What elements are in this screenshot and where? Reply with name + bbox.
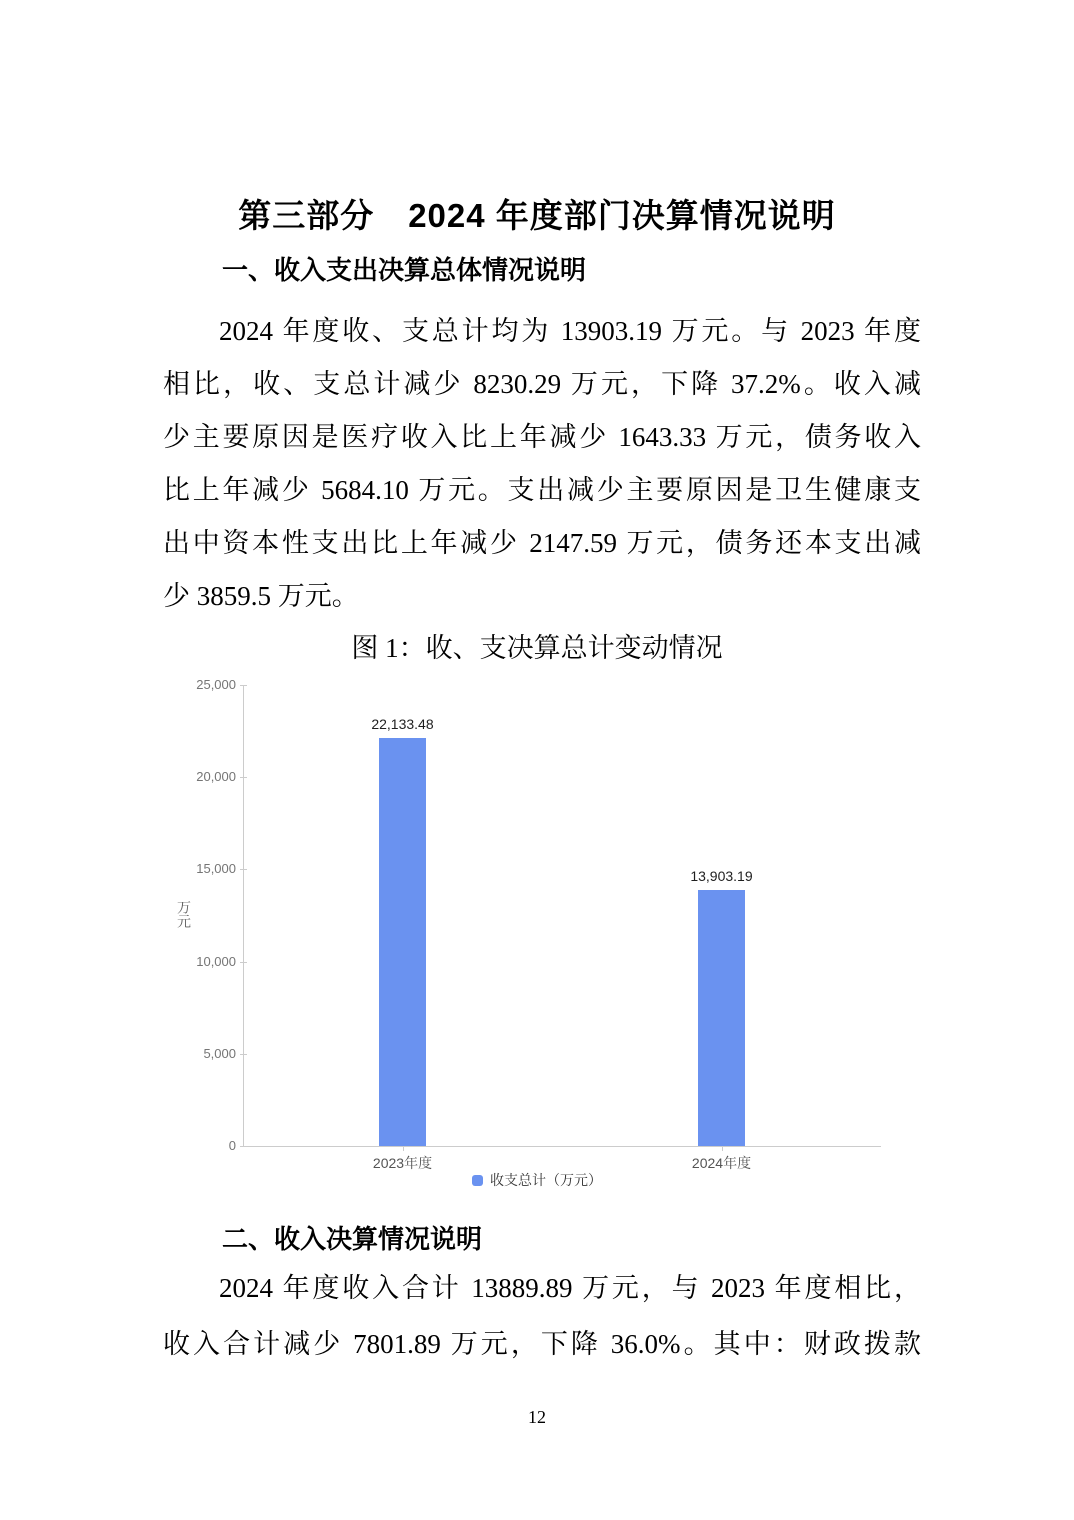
paragraph-line: 相比，收、支总计减少 8230.29 万元，下降 37.2%。收入减 [163,369,921,399]
x-tick-mark [403,1147,404,1151]
paragraph-line: 少 3859.5 万元。 [163,581,359,611]
y-tick-mark [240,685,247,686]
paragraph-line: 收入合计减少 7801.89 万元，下降 36.0%。其中：财政拨款 [163,1329,921,1359]
paragraph-line: 比上年减少 5684.10 万元。支出减少主要原因是卫生健康支 [163,475,921,505]
y-tick-label: 25,000 [196,677,236,692]
y-axis-line [243,685,244,1146]
bar-2024年度 [698,890,745,1146]
section2-heading: 二、收入决算情况说明 [222,1224,483,1254]
y-tick-label: 15,000 [196,861,236,877]
y-tick-mark [240,1146,247,1147]
y-tick-label: 5,000 [203,1045,236,1061]
paragraph-line: 2024 年度收、支总计均为 13903.19 万元。与 2023 年度 [219,316,921,346]
y-tick-label: 0 [228,1138,236,1153]
bar-value-label: 22,133.48 [371,716,434,732]
y-tick-mark [240,777,247,778]
y-tick-mark [240,1054,247,1055]
legend-marker-icon [472,1175,483,1186]
paragraph-line: 2024 年度收入合计 13889.89 万元，与 2023 年度相比， [219,1273,921,1303]
y-tick-mark [240,962,247,963]
page-number: 12 [528,1407,546,1427]
section2-paragraph [163,1260,921,1372]
y-axis-title: 万元 [176,899,192,928]
bar-2023年度 [379,738,426,1146]
y-tick-label: 20,000 [196,769,236,785]
x-tick-mark [722,1147,723,1151]
x-category-label: 2024年度 [691,1155,752,1171]
y-tick-mark [240,869,247,870]
chart-legend [0,1172,1074,1188]
x-axis-line [243,1146,881,1147]
bar-value-label: 13,903.19 [690,868,753,884]
figure-caption: 图 1：收、支决算总计变动情况 [351,633,723,663]
bar-chart [0,676,1074,1206]
section1-heading: 一、收入支出决算总体情况说明 [222,255,587,285]
legend-label: 收支总计（万元） [490,1172,602,1188]
y-tick-label: 10,000 [196,953,236,969]
x-category-label: 2023年度 [372,1155,433,1171]
paragraph-line: 出中资本性支出比上年减少 2147.59 万元，债务还本支出减 [163,528,921,558]
page-title: 第三部分 2024 年度部门决算情况说明 [238,197,836,234]
section1-paragraph [163,305,921,623]
paragraph-line: 少主要原因是医疗收入比上年减少 1643.33 万元，债务收入 [163,422,921,452]
